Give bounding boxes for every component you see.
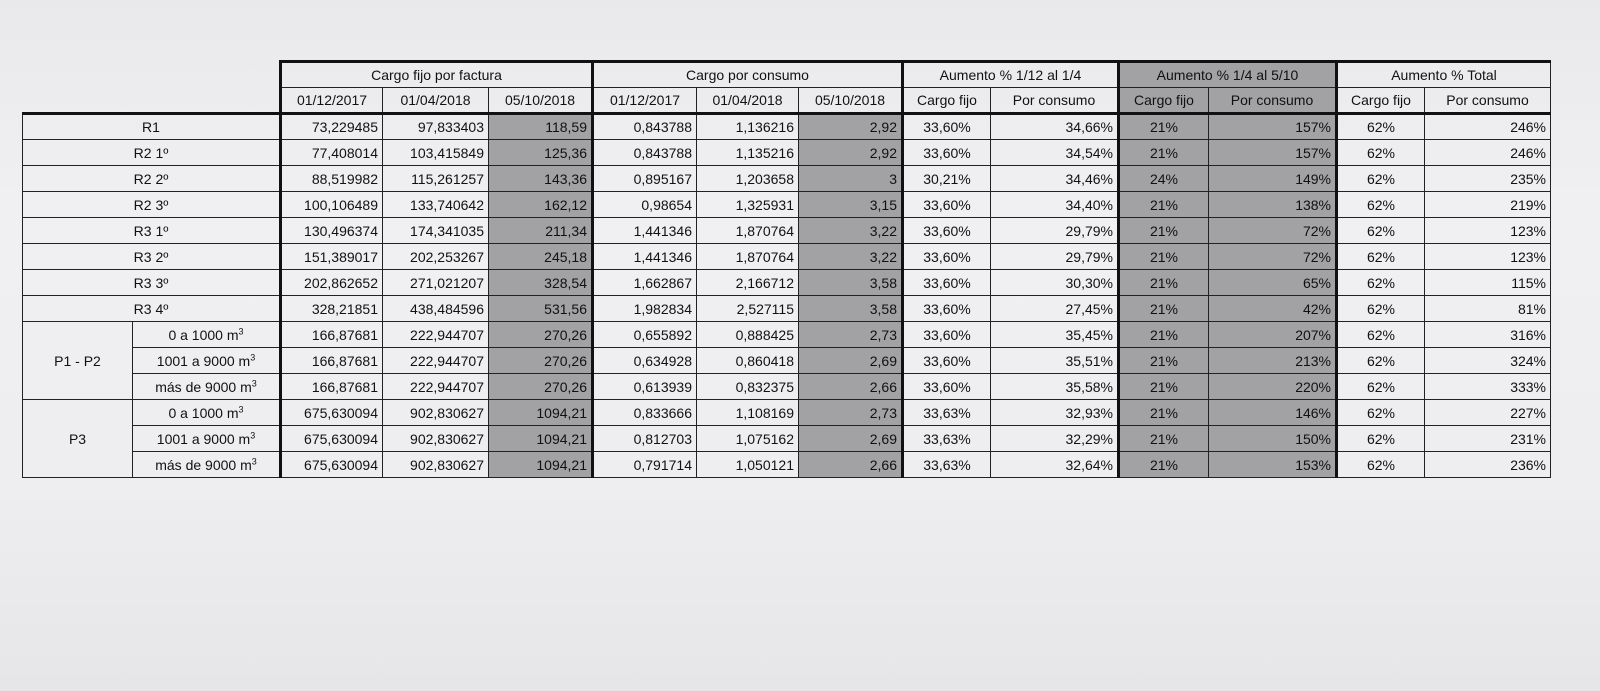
table-cell: 42% [1209, 296, 1337, 322]
table-cell: 62% [1337, 166, 1425, 192]
table-cell: 675,630094 [281, 452, 383, 478]
unit-exponent: 3 [238, 403, 244, 414]
range-text: más de 9000 m [155, 378, 252, 395]
table-cell: 62% [1337, 218, 1425, 244]
table-row [23, 218, 1551, 244]
table-cell: 21% [1119, 192, 1209, 218]
table-cell: 1,050121 [697, 452, 799, 478]
table-cell: 2,69 [799, 348, 903, 374]
table-cell: 32,64% [991, 452, 1119, 478]
table-cell: 902,830627 [383, 452, 489, 478]
table-cell: 62% [1337, 452, 1425, 478]
table-cell: 21% [1119, 426, 1209, 452]
table-cell: 222,944707 [383, 374, 489, 400]
table-cell: 21% [1119, 348, 1209, 374]
table-cell: 21% [1119, 114, 1209, 140]
table-cell: 438,484596 [383, 296, 489, 322]
table-cell: 235% [1425, 166, 1551, 192]
table-row [23, 348, 1551, 374]
table-cell: 0,888425 [697, 322, 799, 348]
table-cell: 227% [1425, 400, 1551, 426]
table-cell: 33,60% [903, 140, 991, 166]
table-cell: 0,98654 [593, 192, 697, 218]
unit-exponent: 3 [251, 377, 257, 388]
table-cell: 1094,21 [489, 452, 593, 478]
range-label [133, 322, 281, 348]
date-header: 01/12/2017 [281, 88, 383, 114]
header-cargo-consumo: Cargo por consumo [593, 62, 903, 88]
table-cell: 30,21% [903, 166, 991, 192]
table-cell: 2,66 [799, 374, 903, 400]
table-cell: 162,12 [489, 192, 593, 218]
table-cell: 143,36 [489, 166, 593, 192]
table-cell: 0,860418 [697, 348, 799, 374]
table-row [23, 374, 1551, 400]
table-cell: 0,895167 [593, 166, 697, 192]
table-cell: 211,34 [489, 218, 593, 244]
table-cell: 1,325931 [697, 192, 799, 218]
table-cell: 324% [1425, 348, 1551, 374]
table-cell: 1,075162 [697, 426, 799, 452]
table-cell: 0,833666 [593, 400, 697, 426]
table-cell: 24% [1119, 166, 1209, 192]
table-cell: 34,40% [991, 192, 1119, 218]
table-row [23, 322, 1551, 348]
table-cell: 675,630094 [281, 426, 383, 452]
range-label [133, 426, 281, 452]
table-cell: 2,73 [799, 322, 903, 348]
table-cell: 149% [1209, 166, 1337, 192]
group-label: P1 - P2 [23, 322, 133, 400]
table-row [23, 452, 1551, 478]
table-cell: 81% [1425, 296, 1551, 322]
table-cell: 213% [1209, 348, 1337, 374]
table-cell: 21% [1119, 218, 1209, 244]
table-row [23, 140, 1551, 166]
table-cell: 27,45% [991, 296, 1119, 322]
table-cell: 118,59 [489, 114, 593, 140]
date-header: 01/04/2018 [383, 88, 489, 114]
table-cell: 33,60% [903, 322, 991, 348]
table-cell: 245,18 [489, 244, 593, 270]
range-label [133, 452, 281, 478]
table-cell: 72% [1209, 218, 1337, 244]
table-cell: 902,830627 [383, 400, 489, 426]
table-cell: 157% [1209, 140, 1337, 166]
unit-exponent: 3 [250, 429, 256, 440]
table-cell: 72% [1209, 244, 1337, 270]
table-cell: 123% [1425, 244, 1551, 270]
group-label: P3 [23, 400, 133, 478]
table-cell: 21% [1119, 244, 1209, 270]
table-cell: 531,56 [489, 296, 593, 322]
table-cell: 115,261257 [383, 166, 489, 192]
table-cell: 21% [1119, 400, 1209, 426]
table-cell: 34,54% [991, 140, 1119, 166]
table-cell: 316% [1425, 322, 1551, 348]
table-cell: 62% [1337, 244, 1425, 270]
table-cell: 33,60% [903, 348, 991, 374]
table-cell: 65% [1209, 270, 1337, 296]
table-row [23, 192, 1551, 218]
table-cell: 220% [1209, 374, 1337, 400]
row-label: R3 4º [23, 296, 281, 322]
header-aumento-total: Aumento % Total [1337, 62, 1551, 88]
unit-exponent: 3 [238, 325, 244, 336]
table-cell: 1094,21 [489, 400, 593, 426]
table-cell: 62% [1337, 374, 1425, 400]
subheader: Cargo fijo [1119, 88, 1209, 114]
table-cell: 333% [1425, 374, 1551, 400]
table-cell: 3,15 [799, 192, 903, 218]
row-label: R1 [23, 114, 281, 140]
table-cell: 125,36 [489, 140, 593, 166]
table-cell: 3,22 [799, 218, 903, 244]
date-header: 01/12/2017 [593, 88, 697, 114]
table-cell: 0,832375 [697, 374, 799, 400]
row-label: R3 2º [23, 244, 281, 270]
corner-blank [23, 62, 281, 88]
table-cell: 3,22 [799, 244, 903, 270]
table-cell: 2,92 [799, 114, 903, 140]
table-cell: 1,441346 [593, 218, 697, 244]
table-cell: 62% [1337, 114, 1425, 140]
range-label [133, 348, 281, 374]
table-cell: 21% [1119, 374, 1209, 400]
table-cell: 62% [1337, 296, 1425, 322]
corner-blank-2 [23, 88, 281, 114]
table-cell: 62% [1337, 140, 1425, 166]
table-cell: 0,655892 [593, 322, 697, 348]
table-cell: 62% [1337, 270, 1425, 296]
table-cell: 174,341035 [383, 218, 489, 244]
table-cell: 33,63% [903, 452, 991, 478]
table-cell: 2,73 [799, 400, 903, 426]
table-cell: 33,60% [903, 114, 991, 140]
table-cell: 21% [1119, 140, 1209, 166]
table-cell: 2,166712 [697, 270, 799, 296]
table-cell: 222,944707 [383, 348, 489, 374]
table-cell: 62% [1337, 426, 1425, 452]
unit-exponent: 3 [250, 351, 256, 362]
table-cell: 0,791714 [593, 452, 697, 478]
table-cell: 62% [1337, 400, 1425, 426]
table-cell: 2,527115 [697, 296, 799, 322]
table-cell: 100,106489 [281, 192, 383, 218]
table-cell: 219% [1425, 192, 1551, 218]
table-cell: 1094,21 [489, 426, 593, 452]
table-cell: 77,408014 [281, 140, 383, 166]
table-cell: 34,66% [991, 114, 1119, 140]
table-cell: 902,830627 [383, 426, 489, 452]
date-header: 01/04/2018 [697, 88, 799, 114]
table-cell: 35,45% [991, 322, 1119, 348]
table-cell: 73,229485 [281, 114, 383, 140]
date-header: 05/10/2018 [489, 88, 593, 114]
table-cell: 35,58% [991, 374, 1119, 400]
table-cell: 3,58 [799, 270, 903, 296]
table-cell: 30,30% [991, 270, 1119, 296]
table-cell: 0,843788 [593, 140, 697, 166]
table-cell: 32,93% [991, 400, 1119, 426]
header-aumento-1: Aumento % 1/12 al 1/4 [903, 62, 1119, 88]
table-cell: 675,630094 [281, 400, 383, 426]
table-cell: 21% [1119, 452, 1209, 478]
table-cell: 1,136216 [697, 114, 799, 140]
table-cell: 207% [1209, 322, 1337, 348]
table-cell: 3 [799, 166, 903, 192]
table-cell: 2,92 [799, 140, 903, 166]
table-cell: 0,613939 [593, 374, 697, 400]
table-cell: 151,389017 [281, 244, 383, 270]
table-cell: 32,29% [991, 426, 1119, 452]
table-cell: 246% [1425, 114, 1551, 140]
table-row [23, 400, 1551, 426]
table-cell: 1,870764 [697, 218, 799, 244]
table-cell: 328,54 [489, 270, 593, 296]
table-cell: 3,58 [799, 296, 903, 322]
table-cell: 1,135216 [697, 140, 799, 166]
table-cell: 1,662867 [593, 270, 697, 296]
table-cell: 0,634928 [593, 348, 697, 374]
subheader: Cargo fijo [1337, 88, 1425, 114]
table-cell: 146% [1209, 400, 1337, 426]
table-cell: 1,441346 [593, 244, 697, 270]
table-cell: 150% [1209, 426, 1337, 452]
table-cell: 29,79% [991, 244, 1119, 270]
table-cell: 62% [1337, 192, 1425, 218]
table-cell: 33,60% [903, 218, 991, 244]
range-text: 0 a 1000 m [168, 404, 239, 421]
row-label: R3 1º [23, 218, 281, 244]
table-row [23, 296, 1551, 322]
range-text: 0 a 1000 m [168, 326, 239, 343]
table-cell: 34,46% [991, 166, 1119, 192]
range-text: más de 9000 m [155, 456, 252, 473]
table-cell: 202,862652 [281, 270, 383, 296]
table-cell: 246% [1425, 140, 1551, 166]
header-cargo-fijo: Cargo fijo por factura [281, 62, 593, 88]
table-cell: 1,108169 [697, 400, 799, 426]
subheader: Cargo fijo [903, 88, 991, 114]
table-cell: 21% [1119, 296, 1209, 322]
row-label: R2 2º [23, 166, 281, 192]
table-cell: 33,63% [903, 400, 991, 426]
table-cell: 270,26 [489, 322, 593, 348]
table-cell: 166,87681 [281, 322, 383, 348]
table-cell: 2,66 [799, 452, 903, 478]
table-cell: 270,26 [489, 348, 593, 374]
table-cell: 231% [1425, 426, 1551, 452]
table-cell: 123% [1425, 218, 1551, 244]
table-cell: 21% [1119, 270, 1209, 296]
table-cell: 130,496374 [281, 218, 383, 244]
table-cell: 202,253267 [383, 244, 489, 270]
table-cell: 1,870764 [697, 244, 799, 270]
table-cell: 0,812703 [593, 426, 697, 452]
table-cell: 103,415849 [383, 140, 489, 166]
row-label: R2 1º [23, 140, 281, 166]
table-row [23, 426, 1551, 452]
table-row [23, 114, 1551, 140]
table-cell: 88,519982 [281, 166, 383, 192]
table-cell: 153% [1209, 452, 1337, 478]
subheader: Por consumo [991, 88, 1119, 114]
range-text: 1001 a 9000 m [156, 430, 251, 447]
table-cell: 328,21851 [281, 296, 383, 322]
table-cell: 0,843788 [593, 114, 697, 140]
table-cell: 236% [1425, 452, 1551, 478]
table-cell: 115% [1425, 270, 1551, 296]
table-cell: 97,833403 [383, 114, 489, 140]
table-cell: 270,26 [489, 374, 593, 400]
table-cell: 33,60% [903, 296, 991, 322]
table-row [23, 166, 1551, 192]
subheader: Por consumo [1209, 88, 1337, 114]
table-cell: 35,51% [991, 348, 1119, 374]
row-label: R3 3º [23, 270, 281, 296]
table-cell: 133,740642 [383, 192, 489, 218]
table-cell: 62% [1337, 348, 1425, 374]
table-cell: 33,60% [903, 374, 991, 400]
table-cell: 33,60% [903, 244, 991, 270]
table-cell: 157% [1209, 114, 1337, 140]
table-cell: 271,021207 [383, 270, 489, 296]
header-aumento-2: Aumento % 1/4 al 5/10 [1119, 62, 1337, 88]
table-row [23, 244, 1551, 270]
range-label [133, 374, 281, 400]
row-label: R2 3º [23, 192, 281, 218]
tariff-table [22, 60, 1551, 478]
table-row [23, 270, 1551, 296]
date-header: 05/10/2018 [799, 88, 903, 114]
table-cell: 21% [1119, 322, 1209, 348]
unit-exponent: 3 [251, 455, 257, 466]
table-cell: 166,87681 [281, 374, 383, 400]
table-cell: 33,60% [903, 270, 991, 296]
range-text: 1001 a 9000 m [156, 352, 251, 369]
table-cell: 166,87681 [281, 348, 383, 374]
range-label [133, 400, 281, 426]
table-cell: 222,944707 [383, 322, 489, 348]
table-cell: 29,79% [991, 218, 1119, 244]
table-cell: 138% [1209, 192, 1337, 218]
subheader: Por consumo [1425, 88, 1551, 114]
table-cell: 1,982834 [593, 296, 697, 322]
table-cell: 1,203658 [697, 166, 799, 192]
table-cell: 62% [1337, 322, 1425, 348]
table-cell: 33,60% [903, 192, 991, 218]
table-cell: 33,63% [903, 426, 991, 452]
table-cell: 2,69 [799, 426, 903, 452]
